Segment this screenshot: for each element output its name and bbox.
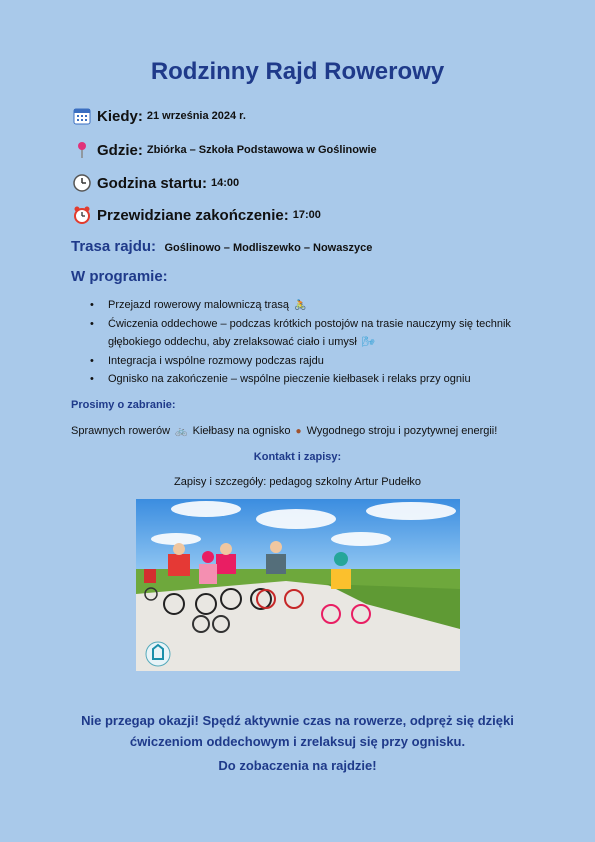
trasa-label: Trasa rajdu:	[71, 238, 157, 255]
page-title: Rodzinny Rajd Rowerowy	[150, 58, 445, 85]
clock-icon	[73, 174, 91, 192]
info-kiedy	[73, 107, 246, 125]
bicycle-icon: 🚲	[175, 426, 188, 437]
pin-icon	[73, 141, 91, 159]
program-item-text: Integracja i wspólne rozmowy podczas rajdu	[108, 355, 324, 367]
list-item	[88, 315, 528, 352]
kiedy-value: 21 września 2024 r.	[146, 110, 246, 122]
prosimy-item-stroj: Wygodnego stroju i pozytywnej energii!	[306, 425, 498, 437]
godzina-value: 14:00	[211, 177, 240, 189]
list-item	[88, 370, 528, 388]
prosimy-heading: Prosimy o zabranie:	[71, 399, 176, 411]
godzina-label: Godzina startu:	[97, 174, 208, 192]
gdzie-value: Zbiórka – Szkoła Podstawowa w Goślinowie	[146, 144, 377, 156]
calendar-icon	[73, 107, 91, 125]
info-zakonczenie	[73, 206, 321, 224]
family-cycling-photo	[136, 499, 460, 671]
gdzie-label: Gdzie:	[97, 141, 143, 159]
zakonczenie-label: Przewidziane zakończenie:	[97, 206, 289, 224]
prosimy-item-kielbasy: Kiełbasy na ognisko	[192, 425, 291, 437]
kiedy-label: Kiedy:	[97, 107, 143, 125]
sausage-icon: ●	[295, 426, 302, 437]
closing-text: Nie przegap okazji! Spędź aktywnie czas na rowerze, odpręż się dzięki ćwiczeniom oddechowym i zrelaksuj się przy ognisku.	[81, 713, 514, 749]
program-list	[88, 296, 528, 388]
wind-icon: 🌬	[361, 337, 375, 348]
program-item-text: Przejazd rowerowy malowniczą trasą	[108, 299, 289, 311]
list-item	[88, 296, 528, 315]
program-heading: W programie:	[71, 268, 168, 285]
final-text: Do zobaczenia na rajdzie!	[218, 758, 377, 773]
prosimy-item-rowery: Sprawnych rowerów	[71, 425, 171, 437]
zakonczenie-value: 17:00	[292, 209, 321, 221]
kontakt-heading: Kontakt i zapisy:	[253, 451, 342, 463]
list-item	[88, 352, 528, 370]
trasa-rajdu	[71, 238, 372, 256]
trasa-value: Goślinowo – Modliszewko – Nowaszyce	[164, 242, 373, 254]
alarm-clock-icon	[73, 206, 91, 224]
prosimy-line	[71, 425, 497, 437]
zapisy-line: Zapisy i szczegóły: pedagog szkolny Artur Pudełko	[173, 476, 422, 488]
program-item-text: Ćwiczenia oddechowe – podczas krótkich postojów na trasie nauczymy się technik głębokiego oddechu, aby zrelaksować ciało i umysł	[108, 318, 511, 348]
bicycle-icon: 🚴	[294, 300, 307, 311]
program-item-text: Ognisko na zakończenie – wspólne pieczenie kiełbasek i relaks przy ogniu	[108, 373, 471, 385]
info-gdzie	[73, 141, 377, 159]
info-godzina	[73, 174, 239, 192]
